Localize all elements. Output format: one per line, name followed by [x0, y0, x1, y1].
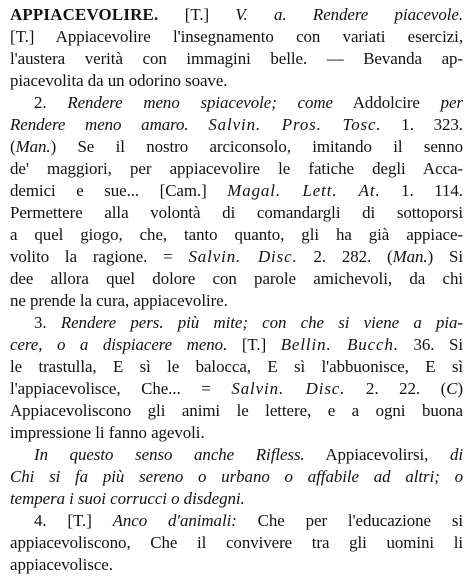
text-line [10, 466, 463, 488]
line-text: volito la ragione. = [10, 247, 189, 266]
line-text: Che per l'educazione si [236, 511, 463, 530]
line-text: impressione li fanno agevoli. [10, 423, 205, 442]
citation: Man. [15, 137, 51, 156]
definition: Rendere pers. più mite; con che si viene a pia- [60, 313, 463, 332]
line-text [189, 115, 209, 134]
line-text: ( [10, 137, 16, 156]
text-line [10, 26, 463, 48]
line-text: de' maggiori, per appiacevolire le fatiche degli Acca- [10, 159, 463, 178]
text-line [10, 290, 463, 312]
line-text: Permettere alla volontà di comandargli di sottoporsi [10, 203, 463, 222]
text-line [10, 4, 463, 26]
definition: Chi si fa più sereno o urbano o affabile ad altri; o [10, 467, 463, 486]
text-line [10, 246, 463, 268]
sense-number: 2. [34, 93, 68, 112]
text-line [10, 312, 463, 334]
citation: Man. [392, 247, 428, 266]
definition: Rendere meno spiacevole; [67, 93, 277, 112]
line-text: [T.] Appiacevolire l'insegnamento con variati esercizi, [10, 27, 463, 46]
line-text: ) Se il nostro arciconsolo, imitando il senno [50, 137, 463, 156]
text-line [10, 400, 463, 422]
dictionary-entry-appiacevolire [10, 4, 463, 576]
definition: Anco d'animali: [112, 511, 237, 530]
text-line [10, 158, 463, 180]
text-line [10, 334, 463, 356]
source-tag: [T.] [227, 335, 281, 354]
definition: cere, o a dispiacere meno. [10, 335, 228, 354]
text-line [10, 114, 463, 136]
definition: tempera i suoi corrucci o disdegni. [10, 489, 245, 508]
line-text: 2. 22. ( [345, 379, 447, 398]
sense-number: 4. [T.] [34, 511, 113, 530]
line-text: 1. 323. [381, 115, 463, 134]
citation: C [446, 379, 458, 398]
line-text: piacevolita da un odorino soave. [10, 71, 228, 90]
line-text: 36. Si [398, 335, 463, 354]
text-line [10, 510, 463, 532]
line-text: 2. 282. ( [297, 247, 393, 266]
line-text: appiacevoliscono, Che il convivere tra gli uomini li [10, 533, 463, 552]
text-line [10, 224, 463, 246]
line-text: appiacevolisce. [10, 555, 113, 574]
citation: Salvin. Disc. [231, 379, 346, 398]
line-text: ) [457, 379, 464, 398]
definition: Rendere meno amaro. [10, 115, 189, 134]
text-line [10, 378, 463, 400]
text-line [10, 180, 463, 202]
text-line [10, 532, 463, 554]
text-line [10, 268, 463, 290]
citation: Salvin. Disc. [188, 247, 298, 266]
line-text: a quel giogo, che, tanto quanto, gli ha già appiace- [10, 225, 463, 244]
line-text: come [297, 93, 333, 112]
text-line [10, 70, 463, 92]
definition: V. a. Rendere piacevole. [235, 5, 463, 24]
text-line [10, 356, 463, 378]
text-line [10, 422, 463, 444]
line-text: le trastulla, E sì le balocca, E sì l'abbuonisce, E sì [10, 357, 463, 376]
text-line [10, 92, 463, 114]
line-text: 1. 114. [380, 181, 463, 200]
line-text: dee allora quel dolore con parole amichevoli, da chi [10, 269, 463, 288]
text-line [10, 554, 463, 576]
text-line [10, 48, 463, 70]
text-line [10, 488, 463, 510]
line-text: l'austera verità con immagini belle. — Bevanda ap- [10, 49, 463, 68]
headword: APPIACEVOLIRE. [10, 5, 159, 24]
text-line [10, 444, 463, 466]
line-text: demici e sue... [Cam.] [10, 181, 228, 200]
line-text: ne prende la cura, appiacevolire. [10, 291, 228, 310]
line-text: Appiacevolirsi, [304, 445, 450, 464]
citation: Salvin. Pros. Tosc. [208, 115, 382, 134]
line-text: l'appiacevolisce, Che... = [10, 379, 232, 398]
definition: In questo senso anche Rifless. [34, 445, 305, 464]
line-text: Addolcire [332, 93, 441, 112]
text-line [10, 202, 463, 224]
text-line [10, 136, 463, 158]
source-tag: [T.] [158, 5, 236, 24]
sense-number: 3. [34, 313, 61, 332]
citation: Magal. Lett. At. [227, 181, 381, 200]
line-text: Appiacevoliscono gli animi le lettere, e a ogni buona [10, 401, 463, 420]
line-text: ) Si [427, 247, 463, 266]
line-text [277, 93, 298, 112]
citation: Bellin. Bucch. [280, 335, 399, 354]
line-text: per [440, 93, 463, 112]
line-text: di [449, 445, 464, 464]
